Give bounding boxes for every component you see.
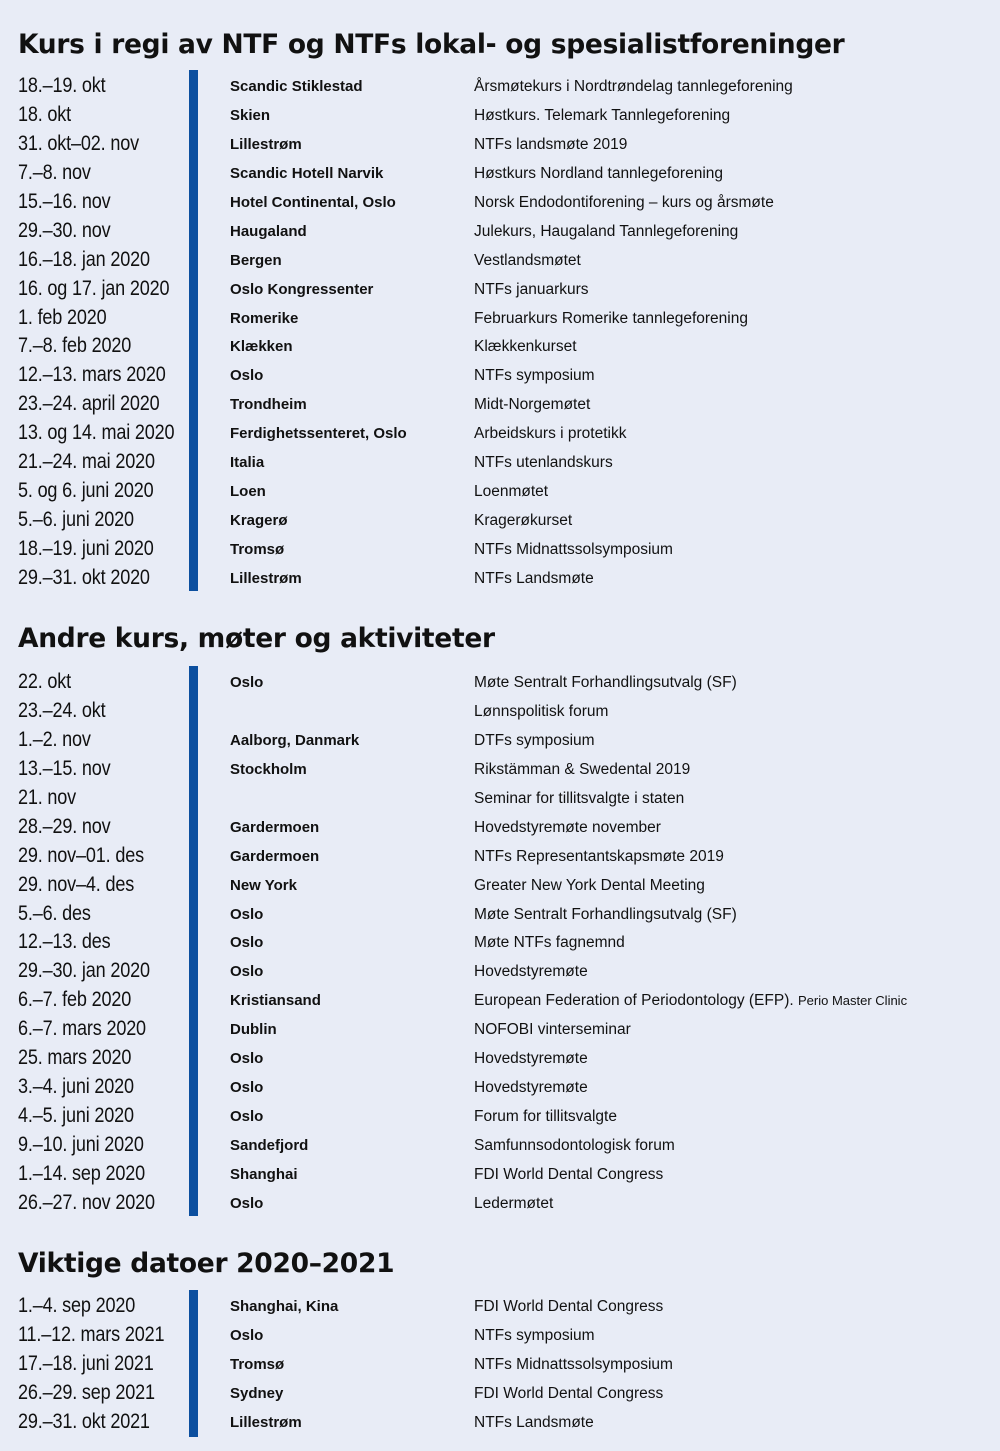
- event-row: [0, 813, 1000, 842]
- event-row: [0, 1189, 1000, 1218]
- event-date: 25. mars 2020: [18, 1046, 132, 1070]
- event-list: [0, 1292, 1000, 1437]
- event-row: [0, 477, 1000, 506]
- event-row: [0, 361, 1000, 390]
- event-date: 29.–31. okt 2021: [18, 1409, 150, 1433]
- event-row: [0, 217, 1000, 246]
- event-title: Møte Sentralt Forhandlingsutvalg (SF): [474, 674, 737, 691]
- event-date: 7.–8. nov: [18, 160, 91, 184]
- event-description: [474, 1073, 588, 1103]
- event-date: 21.–24. mai 2020: [18, 450, 155, 474]
- event-date: 5.–6. juni 2020: [18, 508, 134, 532]
- event-date: 26.–29. sep 2021: [18, 1380, 155, 1404]
- event-title: Årsmøtekurs i Nordtrøndelag tannlegeforening: [474, 78, 793, 95]
- event-date: 28.–29. nov: [18, 814, 111, 838]
- event-title: NTFs januarkurs: [474, 280, 589, 298]
- event-title: Hovedstyremøte: [474, 1079, 588, 1097]
- event-description: [474, 1189, 553, 1219]
- event-row: [0, 1408, 1000, 1437]
- event-location: Hotel Continental, Oslo: [230, 193, 396, 211]
- event-description: [474, 1408, 594, 1438]
- event-date: 6.–7. feb 2020: [18, 988, 132, 1012]
- event-location: Loen: [230, 483, 266, 501]
- event-description: [474, 217, 738, 247]
- event-date: 15.–16. nov: [18, 189, 111, 213]
- event-row: [0, 784, 1000, 813]
- event-location: Scandic Stiklestad: [230, 78, 363, 95]
- event-date: 29.–30. nov: [18, 218, 111, 242]
- event-title: FDI World Dental Congress: [474, 1298, 664, 1315]
- event-location: Kragerø: [230, 512, 288, 530]
- event-location: Oslo: [230, 367, 264, 385]
- event-description: [474, 755, 690, 785]
- event-date: 23.–24. april 2020: [18, 392, 160, 416]
- event-row: [0, 564, 1000, 593]
- event-row: [0, 928, 1000, 957]
- event-description: [474, 1015, 631, 1045]
- event-description: [474, 72, 793, 102]
- event-title: Møte NTFs fagnemnd: [474, 934, 625, 952]
- event-location: Oslo: [230, 934, 264, 952]
- event-title: Møte Sentralt Forhandlingsutvalg (SF): [474, 905, 737, 923]
- event-location: Oslo: [230, 674, 264, 691]
- event-description: [474, 332, 577, 362]
- event-row: [0, 390, 1000, 419]
- event-location: Skien: [230, 106, 271, 124]
- event-date: 31. okt–02. nov: [18, 131, 139, 155]
- event-date: 29. nov–4. des: [18, 872, 135, 896]
- event-row: [0, 130, 1000, 159]
- event-location: Lillestrøm: [230, 135, 302, 153]
- event-location: Haugaland: [230, 222, 307, 240]
- event-location: Klækken: [230, 338, 293, 356]
- event-date: 29. nov–01. des: [18, 843, 144, 867]
- event-date: 18.–19. okt: [18, 74, 106, 97]
- event-row: [0, 188, 1000, 217]
- event-title: Februarkurs Romerike tannlegeforening: [474, 309, 748, 327]
- event-title: Hovedstyremøte: [474, 1050, 588, 1068]
- event-description: [474, 1292, 663, 1322]
- event-title: Hovedstyremøte: [474, 963, 588, 981]
- event-location: New York: [230, 876, 297, 894]
- event-date: 5.–6. des: [18, 901, 91, 925]
- event-list: [0, 668, 1000, 1218]
- event-location: Kristiansand: [230, 992, 321, 1010]
- event-location: Ferdighetssenteret, Oslo: [230, 425, 407, 443]
- event-date: 23.–24. okt: [18, 698, 106, 722]
- event-row: [0, 1350, 1000, 1379]
- event-location: Oslo Kongressenter: [230, 280, 374, 298]
- event-title: Høstkurs Nordland tannlegeforening: [474, 164, 723, 182]
- event-title: Forum for tillitsvalgte: [474, 1108, 617, 1126]
- event-description: [474, 784, 684, 814]
- event-date: 21. nov: [18, 785, 77, 809]
- event-row: [0, 1044, 1000, 1073]
- event-location: Aalborg, Danmark: [230, 731, 360, 749]
- event-description: [474, 448, 613, 478]
- event-description: [474, 928, 625, 958]
- event-row: [0, 900, 1000, 929]
- event-date: 1.–14. sep 2020: [18, 1161, 145, 1185]
- event-title: NTFs Representantskapsmøte 2019: [474, 847, 724, 865]
- event-date: 1. feb 2020: [18, 305, 107, 329]
- event-description: [474, 101, 730, 131]
- event-location: Tromsø: [230, 541, 285, 558]
- event-date: 6.–7. mars 2020: [18, 1017, 146, 1041]
- event-row: [0, 535, 1000, 564]
- event-title: Greater New York Dental Meeting: [474, 876, 705, 894]
- event-row: [0, 246, 1000, 275]
- event-row: [0, 871, 1000, 900]
- event-location: Scandic Hotell Narvik: [230, 164, 384, 182]
- event-date: 22. okt: [18, 670, 72, 693]
- event-title: NTFs Midnattssolsymposium: [474, 1355, 673, 1373]
- event-location: Gardermoen: [230, 847, 320, 865]
- event-date: 13.–15. nov: [18, 756, 111, 780]
- event-description: [474, 304, 748, 334]
- event-description: [474, 564, 594, 594]
- event-date: 18. okt: [18, 102, 72, 126]
- event-description: [474, 159, 723, 189]
- section-title: Kurs i regi av NTF og NTFs lokal- og spesialistforeninger: [18, 29, 845, 60]
- event-date: 3.–4. juni 2020: [18, 1075, 134, 1099]
- section-title: Viktige datoer 2020–2021: [18, 1248, 395, 1279]
- event-title: NTFs symposium: [474, 1326, 595, 1344]
- event-row: [0, 304, 1000, 333]
- event-location: Trondheim: [230, 396, 307, 414]
- event-subtitle: Perio Master Clinic: [797, 993, 908, 1009]
- event-date: 5. og 6. juni 2020: [18, 479, 154, 503]
- event-title: NTFs Landsmøte: [474, 569, 594, 587]
- event-location: Oslo: [230, 1050, 264, 1068]
- event-date: 13. og 14. mai 2020: [18, 421, 175, 445]
- event-title: DTFs symposium: [474, 731, 595, 749]
- event-date: 18.–19. juni 2020: [18, 537, 154, 560]
- event-description: [474, 477, 548, 507]
- event-row: [0, 668, 1000, 697]
- event-date: 17.–18. juni 2021: [18, 1351, 154, 1375]
- event-location: Shanghai: [230, 1165, 298, 1183]
- section-title: Andre kurs, møter og aktiviteter: [18, 623, 495, 654]
- event-title: Vestlandsmøtet: [474, 251, 581, 269]
- event-date: 9.–10. juni 2020: [18, 1133, 144, 1156]
- event-location: Gardermoen: [230, 818, 320, 836]
- event-date: 1.–2. nov: [18, 727, 91, 751]
- event-description: [474, 130, 627, 160]
- event-title: NTFs symposium: [474, 367, 595, 385]
- event-title: Ledermøtet: [474, 1194, 554, 1212]
- event-date: 12.–13. mars 2020: [18, 363, 166, 387]
- event-location: Lillestrøm: [230, 569, 302, 587]
- event-title: Klækkenkurset: [474, 338, 577, 356]
- event-location: Oslo: [230, 1326, 264, 1344]
- event-title: NTFs Midnattssolsymposium: [474, 541, 673, 558]
- event-row: [0, 957, 1000, 986]
- event-title: Seminar for tillitsvalgte i staten: [474, 789, 685, 807]
- event-row: [0, 419, 1000, 448]
- event-title: FDI World Dental Congress: [474, 1384, 664, 1402]
- event-description: [474, 1321, 595, 1351]
- event-description: [474, 1379, 663, 1409]
- event-date: 7.–8. feb 2020: [18, 334, 132, 358]
- event-description: [474, 188, 774, 218]
- event-date: 29.–31. okt 2020: [18, 565, 150, 589]
- event-row: [0, 332, 1000, 361]
- event-location: Shanghai, Kina: [230, 1298, 339, 1315]
- event-description: [474, 871, 705, 901]
- event-row: [0, 1015, 1000, 1044]
- event-title: Høstkurs. Telemark Tannlegeforening: [474, 106, 731, 124]
- event-description: [474, 900, 737, 930]
- event-title: NTFs landsmøte 2019: [474, 135, 628, 153]
- event-row: [0, 1131, 1000, 1160]
- event-title: Loenmøtet: [474, 483, 549, 501]
- event-title: Midt-Norgemøtet: [474, 396, 591, 414]
- event-date: 26.–27. nov 2020: [18, 1190, 155, 1214]
- event-title: NOFOBI vinterseminar: [474, 1021, 631, 1039]
- event-description: [474, 1131, 675, 1161]
- event-date: 1.–4. sep 2020: [18, 1294, 136, 1317]
- event-row: [0, 159, 1000, 188]
- event-description: [474, 668, 737, 698]
- event-row: [0, 726, 1000, 755]
- event-description: [474, 1102, 617, 1132]
- event-row: [0, 72, 1000, 101]
- event-title: European Federation of Periodontology (EFP).: [474, 992, 794, 1010]
- event-row: [0, 755, 1000, 784]
- event-date: 11.–12. mars 2021: [18, 1322, 165, 1346]
- event-description: [474, 419, 626, 449]
- event-row: [0, 842, 1000, 871]
- event-location: Sydney: [230, 1384, 284, 1402]
- event-title: FDI World Dental Congress: [474, 1165, 664, 1183]
- event-row: [0, 697, 1000, 726]
- event-row: [0, 1073, 1000, 1102]
- event-title: Samfunnsodontologisk forum: [474, 1137, 675, 1154]
- event-row: [0, 448, 1000, 477]
- event-description: [474, 1350, 673, 1380]
- event-description: [474, 986, 907, 1016]
- event-title: Lønnspolitisk forum: [474, 702, 609, 720]
- event-description: [474, 535, 673, 565]
- event-title: Norsk Endodontiforening – kurs og årsmøte: [474, 193, 774, 211]
- event-title: NTFs utenlandskurs: [474, 454, 613, 472]
- event-description: [474, 842, 724, 872]
- event-description: [474, 361, 595, 391]
- event-row: [0, 1379, 1000, 1408]
- event-description: [474, 506, 572, 536]
- event-location: Sandefjord: [230, 1137, 309, 1154]
- event-title: Kragerøkurset: [474, 512, 573, 530]
- event-location: Tromsø: [230, 1355, 285, 1373]
- event-location: Romerike: [230, 309, 299, 327]
- event-location: Oslo: [230, 963, 264, 981]
- event-description: [474, 726, 595, 756]
- event-date: 16. og 17. jan 2020: [18, 276, 170, 300]
- event-title: Hovedstyremøte november: [474, 818, 661, 836]
- event-date: 29.–30. jan 2020: [18, 959, 150, 983]
- event-title: Arbeidskurs i protetikk: [474, 425, 627, 443]
- event-description: [474, 1160, 663, 1190]
- event-location: Italia: [230, 454, 265, 472]
- event-description: [474, 697, 608, 727]
- event-location: Stockholm: [230, 760, 307, 778]
- event-row: [0, 986, 1000, 1015]
- event-date: 16.–18. jan 2020: [18, 247, 150, 271]
- event-title: NTFs Landsmøte: [474, 1413, 594, 1431]
- event-row: [0, 1321, 1000, 1350]
- event-description: [474, 275, 589, 305]
- event-row: [0, 275, 1000, 304]
- event-date: 12.–13. des: [18, 930, 111, 954]
- event-location: Bergen: [230, 251, 282, 269]
- event-row: [0, 101, 1000, 130]
- event-title: Julekurs, Haugaland Tannlegeforening: [474, 222, 739, 240]
- event-title: Rikstämman & Swedental 2019: [474, 760, 691, 778]
- event-location: Oslo: [230, 1079, 264, 1097]
- event-list: [0, 72, 1000, 593]
- event-location: Oslo: [230, 1108, 264, 1126]
- event-row: [0, 506, 1000, 535]
- event-row: [0, 1292, 1000, 1321]
- event-row: [0, 1102, 1000, 1131]
- event-location: Oslo: [230, 905, 264, 923]
- event-date: 4.–5. juni 2020: [18, 1104, 134, 1128]
- event-location: Dublin: [230, 1021, 277, 1039]
- event-description: [474, 957, 588, 987]
- event-description: [474, 390, 590, 420]
- event-description: [474, 1044, 588, 1074]
- event-description: [474, 246, 581, 276]
- event-description: [474, 813, 661, 843]
- event-row: [0, 1160, 1000, 1189]
- event-location: Oslo: [230, 1194, 264, 1212]
- event-location: Lillestrøm: [230, 1413, 302, 1431]
